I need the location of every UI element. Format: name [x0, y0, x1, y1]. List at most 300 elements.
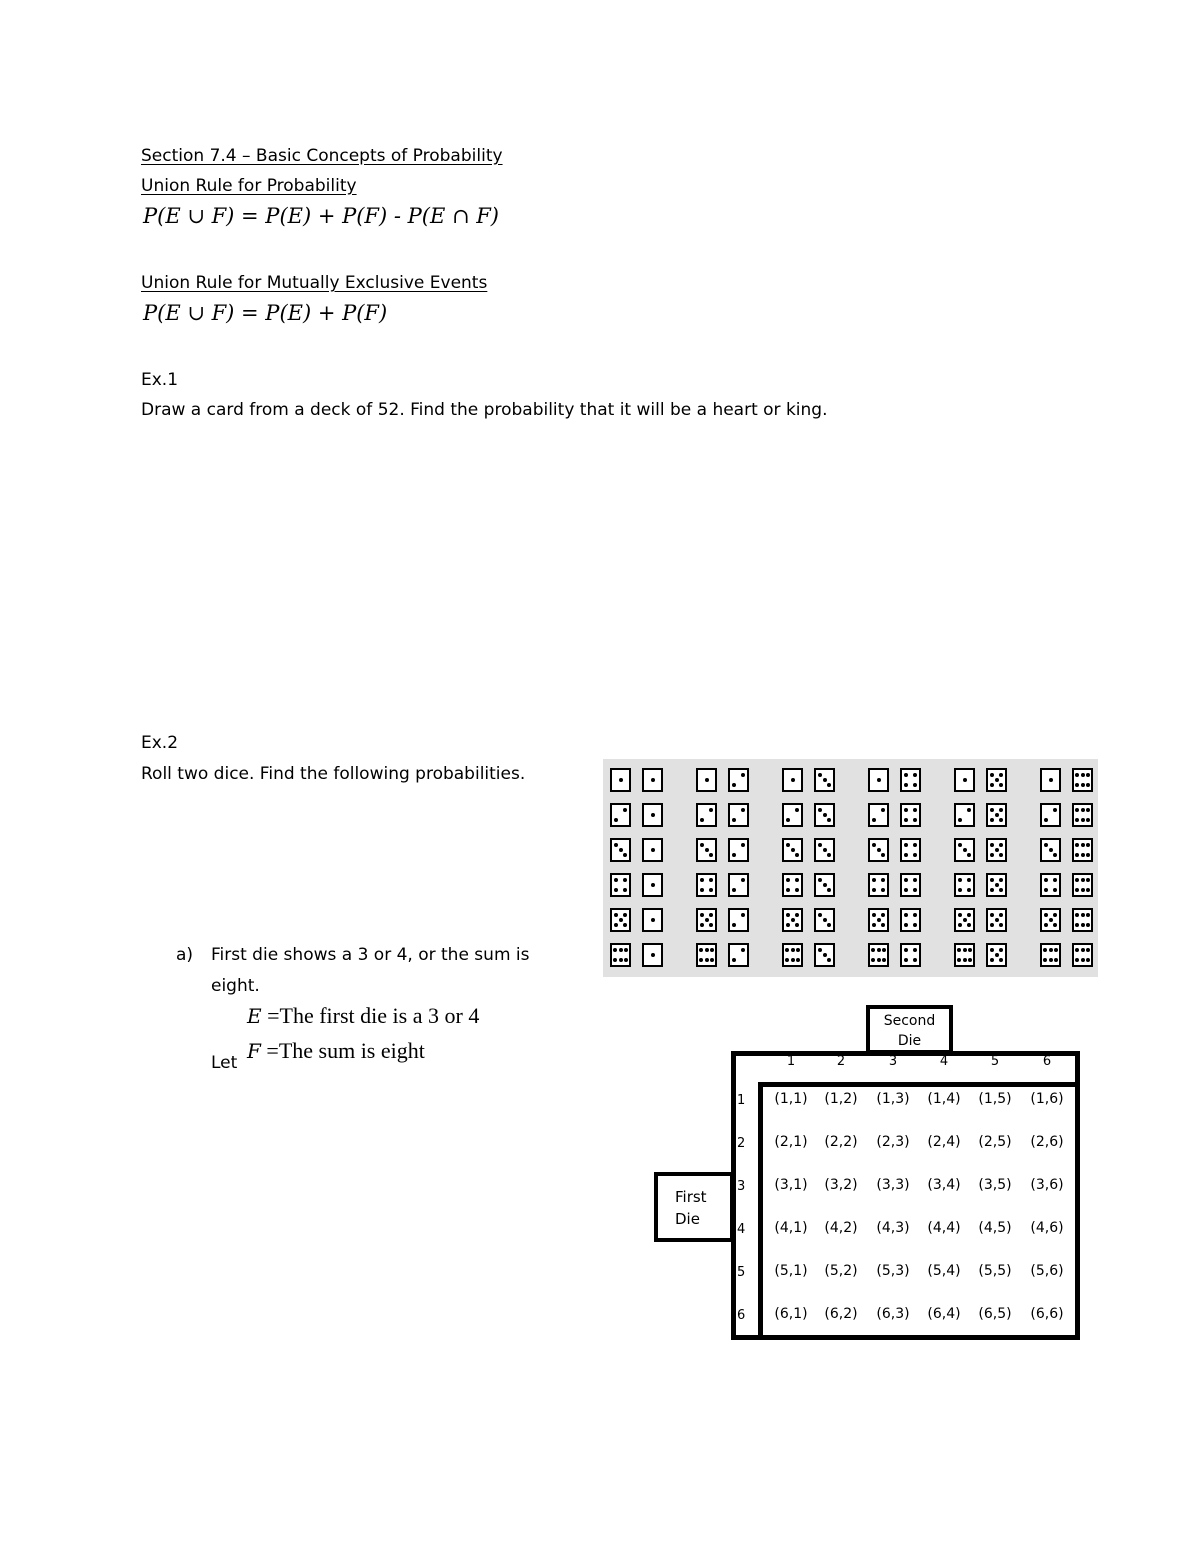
die-first-2-4	[868, 803, 889, 827]
die-pip	[1075, 958, 1079, 962]
die-second-1-6	[1072, 768, 1093, 792]
die-pip	[881, 808, 885, 812]
die-pip	[913, 818, 917, 822]
die-pip	[881, 878, 885, 882]
die-pip	[1081, 923, 1085, 927]
die-pip	[990, 878, 994, 882]
die-pip	[619, 778, 623, 782]
die-first-6-6	[1040, 943, 1061, 967]
die-pip	[1049, 948, 1053, 952]
die-pip	[818, 808, 822, 812]
outcome-cell: (6,4)	[927, 1306, 961, 1322]
outcome-cell: (5,1)	[774, 1263, 808, 1279]
die-pip	[732, 958, 736, 962]
die-pip	[904, 878, 908, 882]
die-pip	[967, 888, 971, 892]
event-e-text: The first die is a 3 or 4	[279, 1003, 480, 1028]
die-first-3-5	[954, 838, 975, 862]
outcome-cell: (1,2)	[824, 1091, 858, 1107]
die-second-6-2	[728, 943, 749, 967]
event-f-definition: F =The sum is eight	[247, 1038, 425, 1063]
die-pip	[741, 913, 745, 917]
union-rule-heading: Union Rule for Probability	[141, 176, 357, 196]
die-pip	[877, 918, 881, 922]
die-pip	[732, 923, 736, 927]
die-pip	[963, 848, 967, 852]
die-pip	[999, 818, 1003, 822]
die-first-5-2	[696, 908, 717, 932]
die-pip	[990, 958, 994, 962]
outcome-cell: (2,1)	[774, 1134, 808, 1150]
die-pip	[623, 913, 627, 917]
die-pip	[1081, 818, 1085, 822]
outcome-cell: (1,4)	[927, 1091, 961, 1107]
die-first-6-5	[954, 943, 975, 967]
die-first-6-2	[696, 943, 717, 967]
die-pip	[651, 778, 655, 782]
die-pip	[795, 913, 799, 917]
die-pip	[1075, 843, 1079, 847]
die-pip	[614, 818, 618, 822]
outcome-cell: (5,6)	[1030, 1263, 1064, 1279]
outcome-cell: (4,2)	[824, 1220, 858, 1236]
outcome-cell: (5,5)	[978, 1263, 1012, 1279]
die-pip	[795, 808, 799, 812]
die-pip	[1049, 918, 1053, 922]
die-pip	[700, 923, 704, 927]
die-pip	[795, 888, 799, 892]
die-pip	[732, 783, 736, 787]
die-pip	[795, 853, 799, 857]
die-first-4-1	[610, 873, 631, 897]
die-pip	[651, 883, 655, 887]
die-pip	[1053, 888, 1057, 892]
die-pip	[699, 958, 703, 962]
die-pip	[786, 843, 790, 847]
die-pip	[1075, 913, 1079, 917]
die-pip	[957, 948, 961, 952]
ex2-label: Ex.2	[141, 733, 179, 753]
die-pip	[785, 948, 789, 952]
die-pip	[651, 918, 655, 922]
die-pip	[1044, 878, 1048, 882]
outcome-cell: (4,3)	[876, 1220, 910, 1236]
die-pip	[1053, 923, 1057, 927]
die-pip	[1075, 878, 1079, 882]
die-second-2-1	[642, 803, 663, 827]
die-pip	[1086, 783, 1090, 787]
die-pip	[958, 878, 962, 882]
die-second-3-6	[1072, 838, 1093, 862]
die-pip	[786, 923, 790, 927]
die-pip	[913, 808, 917, 812]
first-die-label-line2: Die	[675, 1210, 700, 1228]
row-header-4: 4	[737, 1222, 746, 1237]
die-second-2-6	[1072, 803, 1093, 827]
die-pip	[990, 783, 994, 787]
die-pip	[709, 923, 713, 927]
die-pip	[1081, 843, 1085, 847]
die-pip	[619, 848, 623, 852]
second-die-label-box	[866, 1005, 953, 1054]
outcome-cell: (6,2)	[824, 1306, 858, 1322]
die-pip	[877, 948, 881, 952]
die-pip	[1075, 773, 1079, 777]
die-first-3-4	[868, 838, 889, 862]
die-pip	[913, 843, 917, 847]
die-second-5-2	[728, 908, 749, 932]
die-pip	[818, 773, 822, 777]
die-second-4-3	[814, 873, 835, 897]
die-first-1-6	[1040, 768, 1061, 792]
die-pip	[904, 843, 908, 847]
die-pip	[613, 948, 617, 952]
die-pip	[741, 948, 745, 952]
die-pip	[968, 948, 972, 952]
die-pip	[1081, 773, 1085, 777]
row-header-3: 3	[737, 1179, 746, 1194]
die-pip	[913, 783, 917, 787]
die-pip	[957, 958, 961, 962]
die-pip	[614, 843, 618, 847]
die-pip	[990, 888, 994, 892]
die-pip	[623, 888, 627, 892]
die-pip	[1075, 783, 1079, 787]
die-pip	[913, 948, 917, 952]
die-pip	[913, 773, 917, 777]
die-pip	[913, 913, 917, 917]
first-die-label-line1: First	[675, 1188, 707, 1206]
die-first-5-1	[610, 908, 631, 932]
die-first-1-3	[782, 768, 803, 792]
die-pip	[741, 843, 745, 847]
die-pip	[1081, 888, 1085, 892]
die-first-3-3	[782, 838, 803, 862]
column-header-5: 5	[990, 1054, 1000, 1069]
union-rule-formula: P(E ∪ F) = P(E) + P(F) - P(E ∩ F)	[143, 204, 499, 228]
die-pip	[904, 773, 908, 777]
die-pip	[791, 848, 795, 852]
die-pip	[913, 888, 917, 892]
die-pip	[1086, 818, 1090, 822]
event-e-var: E	[247, 1004, 262, 1028]
outcome-cell: (2,4)	[927, 1134, 961, 1150]
die-pip	[963, 778, 967, 782]
die-first-3-2	[696, 838, 717, 862]
die-first-5-4	[868, 908, 889, 932]
outcome-table-inner-border	[758, 1082, 1080, 1340]
die-pip	[827, 958, 831, 962]
die-pip	[881, 913, 885, 917]
die-pip	[967, 923, 971, 927]
die-pip	[710, 948, 714, 952]
outcome-cell: (1,1)	[774, 1091, 808, 1107]
die-pip	[818, 843, 822, 847]
die-pip	[619, 948, 623, 952]
die-pip	[1086, 808, 1090, 812]
column-header-2: 2	[836, 1054, 846, 1069]
die-pip	[1054, 958, 1058, 962]
die-pip	[1049, 958, 1053, 962]
outcome-cell: (1,3)	[876, 1091, 910, 1107]
outcome-cell: (3,6)	[1030, 1177, 1064, 1193]
die-pip	[990, 773, 994, 777]
die-second-6-6	[1072, 943, 1093, 967]
die-pip	[827, 818, 831, 822]
die-pip	[1081, 808, 1085, 812]
die-pip	[968, 958, 972, 962]
die-pip	[913, 923, 917, 927]
die-second-4-4	[900, 873, 921, 897]
die-pip	[904, 853, 908, 857]
row-header-6: 6	[737, 1308, 746, 1323]
outcome-cell: (3,2)	[824, 1177, 858, 1193]
die-pip	[1086, 853, 1090, 857]
die-pip	[1081, 958, 1085, 962]
die-first-4-5	[954, 873, 975, 897]
die-pip	[709, 888, 713, 892]
die-pip	[913, 878, 917, 882]
let-label: Let	[211, 1053, 238, 1073]
die-pip	[1044, 913, 1048, 917]
die-pip	[796, 958, 800, 962]
outcome-cell: (1,6)	[1030, 1091, 1064, 1107]
die-first-4-4	[868, 873, 889, 897]
die-pip	[999, 923, 1003, 927]
die-pip	[623, 878, 627, 882]
die-pip	[872, 878, 876, 882]
outcome-cell: (6,6)	[1030, 1306, 1064, 1322]
part-a-line1: First die shows a 3 or 4, or the sum is	[211, 945, 530, 965]
die-pip	[791, 958, 795, 962]
die-pip	[958, 818, 962, 822]
outcome-cell: (2,3)	[876, 1134, 910, 1150]
die-pip	[999, 888, 1003, 892]
die-pip	[623, 923, 627, 927]
die-pip	[651, 953, 655, 957]
die-pip	[1075, 923, 1079, 927]
die-pip	[872, 923, 876, 927]
die-second-1-2	[728, 768, 749, 792]
die-pip	[1086, 923, 1090, 927]
die-pip	[872, 843, 876, 847]
die-second-4-2	[728, 873, 749, 897]
die-first-1-1	[610, 768, 631, 792]
outcome-cell: (4,1)	[774, 1220, 808, 1236]
die-pip	[995, 778, 999, 782]
outcome-cell: (3,5)	[978, 1177, 1012, 1193]
die-first-5-3	[782, 908, 803, 932]
die-pip	[963, 918, 967, 922]
die-second-5-4	[900, 908, 921, 932]
part-a-line2: eight.	[211, 976, 260, 996]
outcome-cell: (6,1)	[774, 1306, 808, 1322]
die-pip	[990, 818, 994, 822]
die-pip	[881, 853, 885, 857]
die-second-4-5	[986, 873, 1007, 897]
die-pip	[709, 808, 713, 812]
die-second-3-3	[814, 838, 835, 862]
die-pip	[1043, 948, 1047, 952]
event-f-var: F	[247, 1039, 261, 1063]
die-pip	[705, 948, 709, 952]
die-pip	[999, 808, 1003, 812]
die-first-2-5	[954, 803, 975, 827]
die-pip	[823, 918, 827, 922]
die-pip	[705, 918, 709, 922]
die-first-5-6	[1040, 908, 1061, 932]
die-second-4-6	[1072, 873, 1093, 897]
die-pip	[741, 773, 745, 777]
die-pip	[999, 853, 1003, 857]
die-pip	[700, 888, 704, 892]
die-pip	[651, 813, 655, 817]
die-pip	[995, 918, 999, 922]
die-pip	[818, 913, 822, 917]
die-pip	[823, 848, 827, 852]
die-first-6-3	[782, 943, 803, 967]
second-die-label-line1: Second	[883, 1013, 936, 1029]
die-pip	[823, 953, 827, 957]
die-pip	[1044, 888, 1048, 892]
die-pip	[1086, 878, 1090, 882]
die-pip	[791, 948, 795, 952]
die-second-5-3	[814, 908, 835, 932]
die-pip	[904, 808, 908, 812]
die-pip	[967, 808, 971, 812]
row-header-2: 2	[737, 1136, 746, 1151]
die-pip	[1054, 948, 1058, 952]
die-pip	[1086, 913, 1090, 917]
die-pip	[709, 913, 713, 917]
die-second-5-1	[642, 908, 663, 932]
die-pip	[624, 958, 628, 962]
event-f-text: The sum is eight	[278, 1038, 425, 1063]
die-pip	[958, 913, 962, 917]
die-second-6-1	[642, 943, 663, 967]
die-pip	[958, 843, 962, 847]
die-pip	[904, 958, 908, 962]
die-pip	[904, 818, 908, 822]
die-pip	[614, 913, 618, 917]
column-header-3: 3	[888, 1054, 898, 1069]
die-pip	[786, 878, 790, 882]
die-first-6-1	[610, 943, 631, 967]
die-first-1-5	[954, 768, 975, 792]
die-pip	[967, 878, 971, 882]
outcome-cell: (3,1)	[774, 1177, 808, 1193]
die-pip	[700, 843, 704, 847]
die-second-3-4	[900, 838, 921, 862]
die-pip	[958, 888, 962, 892]
die-pip	[623, 808, 627, 812]
die-pip	[995, 953, 999, 957]
die-pip	[827, 783, 831, 787]
die-pip	[999, 843, 1003, 847]
die-pip	[1075, 888, 1079, 892]
column-header-1: 1	[786, 1054, 796, 1069]
die-pip	[614, 878, 618, 882]
die-pip	[1053, 853, 1057, 857]
die-pip	[1086, 958, 1090, 962]
die-pip	[1086, 888, 1090, 892]
die-pip	[1075, 808, 1079, 812]
section-title: Section 7.4 – Basic Concepts of Probability	[141, 146, 503, 166]
die-pip	[619, 918, 623, 922]
outcome-cell: (2,5)	[978, 1134, 1012, 1150]
column-header-4: 4	[939, 1054, 949, 1069]
die-pip	[699, 948, 703, 952]
die-pip	[732, 818, 736, 822]
die-second-3-1	[642, 838, 663, 862]
die-pip	[791, 918, 795, 922]
die-pip	[818, 948, 822, 952]
die-pip	[995, 848, 999, 852]
die-pip	[990, 923, 994, 927]
die-pip	[651, 848, 655, 852]
outcome-cell: (6,5)	[978, 1306, 1012, 1322]
outcome-cell: (3,4)	[927, 1177, 961, 1193]
outcome-cell: (4,5)	[978, 1220, 1012, 1236]
outcome-cell: (4,4)	[927, 1220, 961, 1236]
die-pip	[823, 813, 827, 817]
die-second-4-1	[642, 873, 663, 897]
die-pip	[1086, 948, 1090, 952]
outcome-cell: (1,5)	[978, 1091, 1012, 1107]
die-pip	[904, 923, 908, 927]
die-pip	[818, 878, 822, 882]
die-pip	[623, 853, 627, 857]
die-pip	[990, 843, 994, 847]
die-pip	[786, 913, 790, 917]
event-e-definition: E =The first die is a 3 or 4	[247, 1003, 480, 1028]
die-pip	[827, 853, 831, 857]
dice-pairs-grid	[603, 759, 1098, 977]
die-pip	[904, 888, 908, 892]
die-pip	[872, 888, 876, 892]
die-pip	[791, 778, 795, 782]
die-first-5-5	[954, 908, 975, 932]
die-first-4-2	[696, 873, 717, 897]
die-first-4-3	[782, 873, 803, 897]
part-a-marker: a)	[176, 945, 194, 965]
die-pip	[877, 848, 881, 852]
die-pip	[705, 848, 709, 852]
die-pip	[1075, 948, 1079, 952]
outcome-cell: (5,4)	[927, 1263, 961, 1279]
outcome-cell: (5,2)	[824, 1263, 858, 1279]
die-pip	[881, 888, 885, 892]
die-pip	[967, 913, 971, 917]
die-pip	[963, 958, 967, 962]
die-second-2-4	[900, 803, 921, 827]
die-pip	[1086, 773, 1090, 777]
die-pip	[741, 808, 745, 812]
die-pip	[904, 913, 908, 917]
column-header-6: 6	[1042, 1054, 1052, 1069]
die-pip	[624, 948, 628, 952]
die-second-2-3	[814, 803, 835, 827]
die-pip	[732, 888, 736, 892]
outcome-cell: (6,3)	[876, 1306, 910, 1322]
die-second-6-4	[900, 943, 921, 967]
die-pip	[700, 878, 704, 882]
die-pip	[999, 773, 1003, 777]
die-second-3-5	[986, 838, 1007, 862]
die-first-1-2	[696, 768, 717, 792]
die-second-2-5	[986, 803, 1007, 827]
die-pip	[877, 958, 881, 962]
